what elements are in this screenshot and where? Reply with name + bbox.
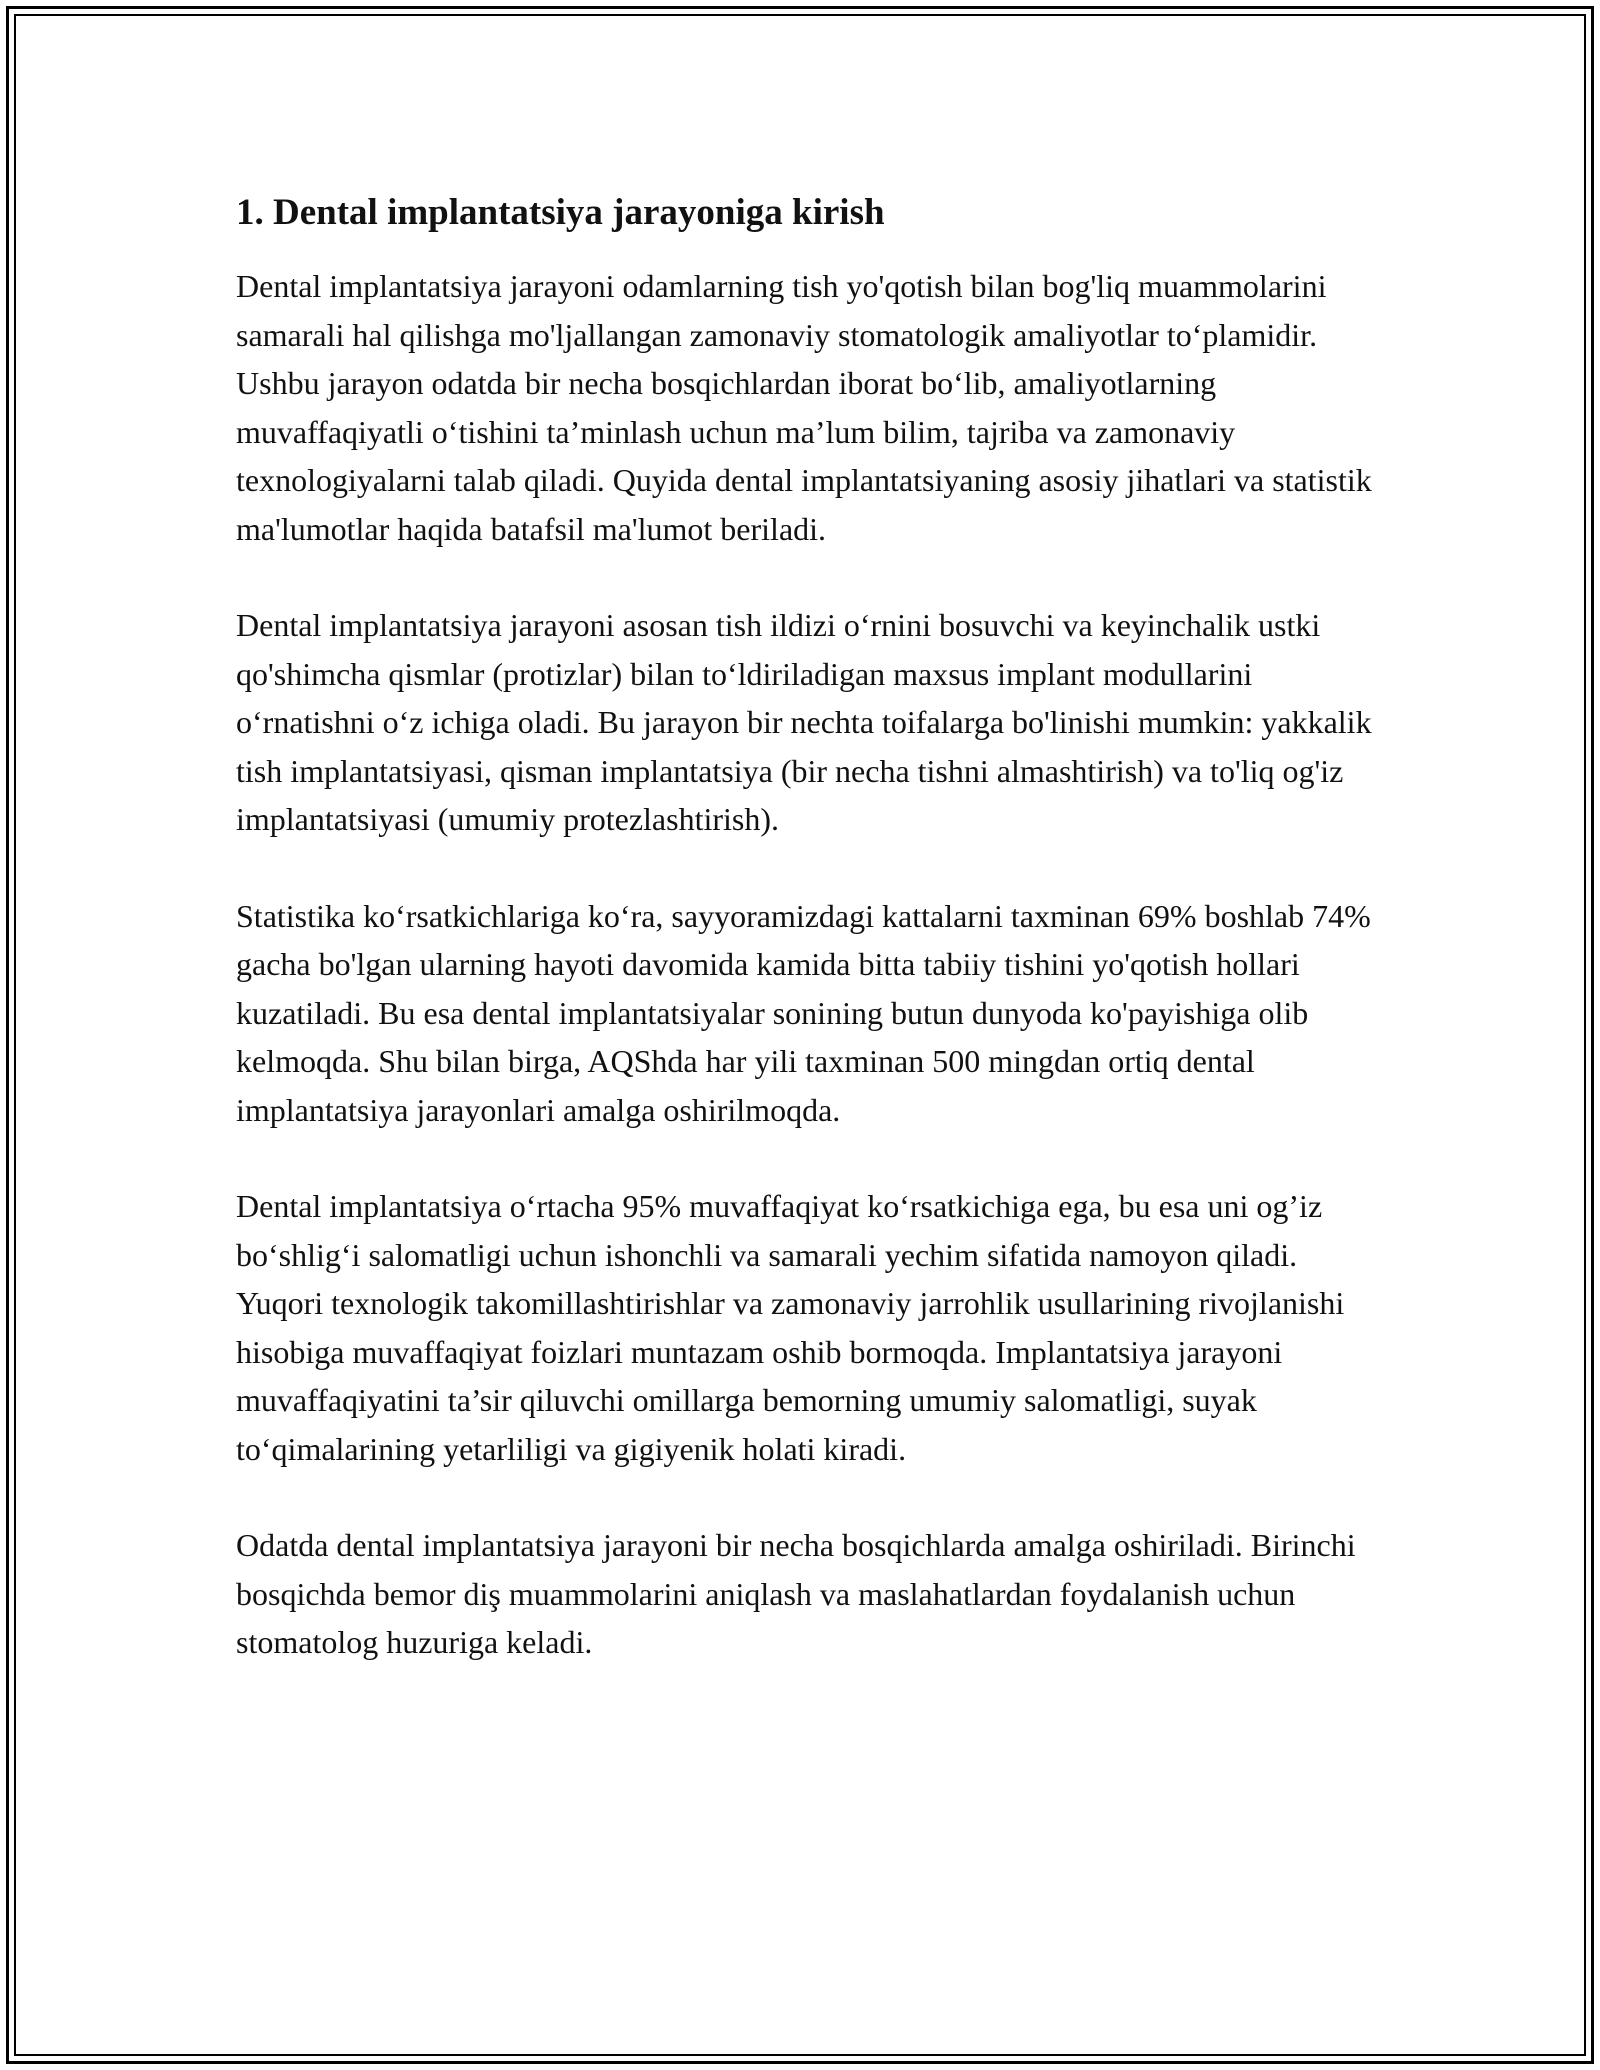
- paragraph-intro: Dental implantatsiya jarayoni odamlarning tish yo'qotish bilan bog'liq muammolarini samarali hal qilishga mo'ljallangan zamonaviy stomatologik amaliyotlar to‘plamidir. Ushbu jarayon odatda bir necha bosqichlardan iborat bo‘lib, amaliyotlarning muvaffaqiyatli o‘tishini ta’minlash uchun ma’lum bilim, tajriba va zamonaviy texnologiyalarni talab qiladi. Quyida dental implantatsiyaning asosiy jihatlari va statistik ma'lumotlar haqida batafsil ma'lumot beriladi.: [236, 268, 1372, 547]
- paragraph-stages: Odatda dental implantatsiya jarayoni bir necha bosqichlarda amalga oshiriladi. Birinchi bosqichda bemor diş muammolarini aniqlash va maslahatlardan foydalanish uchun stomatolog huzuriga keladi.: [236, 1527, 1356, 1660]
- document-body: [236, 186, 1386, 1715]
- paragraph-implant-types: Dental implantatsiya jarayoni asosan tish ildizi o‘rnini bosuvchi va keyinchalik ustki qo'shimcha qismlar (protizlar) bilan to‘ldiriladigan maxsus implant modullarini o‘rnatishni o‘z ichiga oladi. Bu jarayon bir nechta toifalarga bo'linishi mumkin: yakkalik tish implantatsiyasi, qisman implantatsiya (bir necha tishni almashtirish) va to'liq og'iz implantatsiyasi (umumiy protezlashtirish).: [236, 607, 1372, 837]
- section-heading: 1. Dental implantatsiya jarayoniga kirish: [236, 192, 885, 233]
- paragraph-statistics: Statistika ko‘rsatkichlariga ko‘ra, sayyoramizdagi kattalarni taxminan 69% boshlab 74% gacha bo'lgan ularning hayoti davomida kamida bitta tabiiy tishini yo'qotish hollari kuzatiladi. Bu esa dental implantatsiyalar sonining butun dunyoda ko'payishiga olib kelmoqda. Shu bilan birga, AQShda har yili taxminan 500 mingdan ortiq dental implantatsiya jarayonlari amalga oshirilmoqda.: [236, 897, 1371, 1128]
- paragraph-success-rate: Dental implantatsiya o‘rtacha 95% muvaffaqiyat ko‘rsatkichiga ega, bu esa uni og’iz bo‘shlig‘i salomatligi uchun ishonchli va samarali yechim sifatida namoyon qiladi. Yuqori texnologik takomillashtirishlar va zamonaviy jarrohlik usullarining rivojlanishi hisobiga muvaffaqiyat foizlari muntazam oshib bormoqda. Implantatsiya jarayoni muvaffaqiyatini ta’sir qiluvchi omillarga bemorning umumiy salomatligi, suyak to‘qimalarining yetarliligi va gigiyenik holati kiradi.: [236, 1188, 1345, 1467]
